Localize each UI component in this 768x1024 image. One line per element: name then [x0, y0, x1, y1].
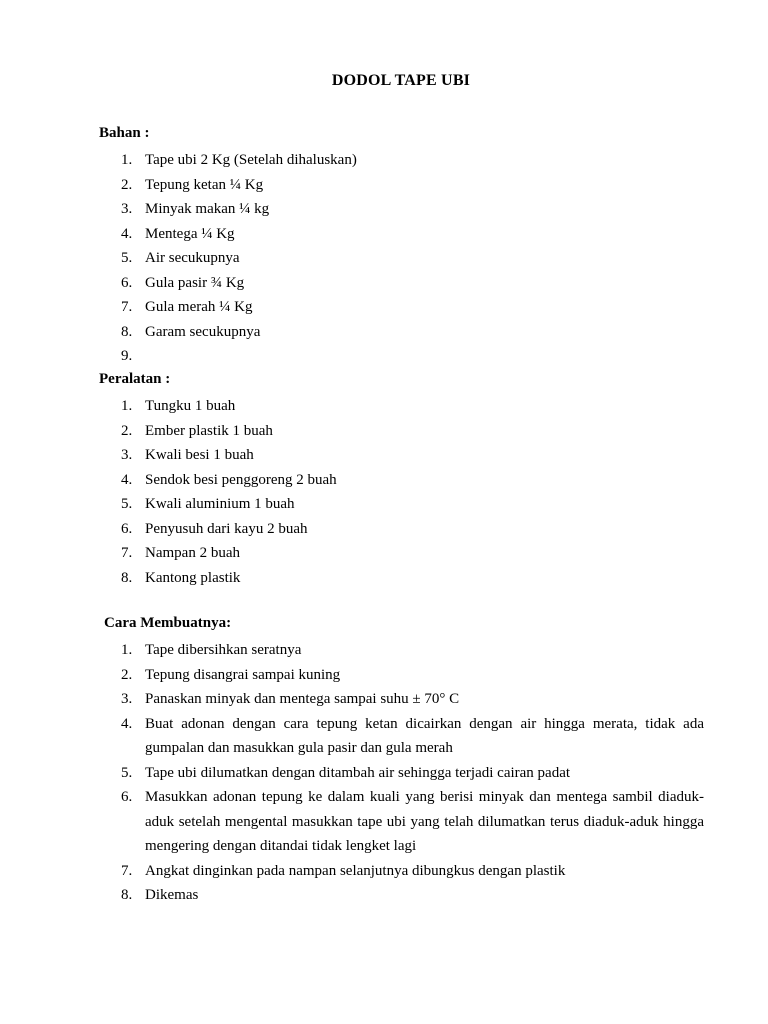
item-number: 6. [121, 789, 133, 805]
list-item [0, 883, 704, 908]
item-text: Penyusuh dari kayu 2 buah [145, 520, 308, 537]
item-number: 2. [121, 666, 133, 683]
item-number: 5. [121, 764, 133, 781]
list-item [0, 148, 357, 173]
list-item [0, 246, 357, 271]
item-number: 1. [121, 642, 133, 658]
item-text: Gula merah ¼ Kg [145, 299, 253, 315]
list-item [0, 761, 704, 786]
item-number: 6. [121, 274, 133, 291]
list-item [0, 785, 704, 859]
list-item [0, 566, 337, 591]
item-text: Dikemas [145, 887, 199, 903]
list-item [0, 197, 357, 222]
item-number: 6. [121, 520, 133, 537]
item-text: Air secukupnya [145, 250, 240, 266]
item-text: Garam secukupnya [145, 323, 261, 340]
list-bahan [0, 148, 357, 369]
list-item [0, 443, 337, 468]
item-text: Tepung ketan ¼ Kg [145, 176, 264, 193]
item-number: 2. [121, 422, 133, 439]
item-number: 8. [121, 887, 133, 903]
item-text: Ember plastik 1 buah [145, 422, 273, 439]
list-item [0, 687, 704, 712]
item-text: Tepung disangrai sampai kuning [145, 666, 341, 683]
item-text: Tape ubi 2 Kg (Setelah dihaluskan) [145, 152, 357, 168]
item-number: 3. [121, 447, 133, 463]
item-text: Tungku 1 buah [145, 398, 236, 414]
item-number: 5. [121, 250, 133, 266]
list-item [0, 517, 337, 542]
section-heading-cara-membuatnya: Cara Membuatnya: [104, 615, 232, 631]
item-number: 3. [121, 691, 133, 707]
list-item [0, 638, 704, 663]
list-item [0, 541, 337, 566]
item-number: 1. [121, 398, 133, 414]
section-heading-bahan: Bahan : [99, 125, 150, 141]
item-text: Gula pasir ¾ Kg [145, 274, 245, 291]
item-number: 5. [121, 496, 133, 512]
list-peralatan [0, 394, 337, 590]
item-text: Sendok besi penggoreng 2 buah [145, 471, 337, 488]
item-text: Panaskan minyak dan mentega sampai suhu ± 70° C [145, 691, 460, 707]
list-item [0, 663, 704, 688]
item-text: Kantong plastik [145, 569, 241, 586]
list-item [0, 344, 357, 369]
list-cara-membuatnya [0, 638, 704, 908]
item-number: 4. [121, 715, 133, 732]
section-heading-peralatan: Peralatan : [99, 371, 171, 387]
document-title: DODOL TAPE UBI [331, 72, 471, 89]
item-text: Kwali besi 1 buah [145, 447, 254, 463]
item-text: Angkat dinginkan pada nampan selanjutnya dibungkus dengan plastik [145, 862, 566, 879]
list-item [0, 271, 357, 296]
item-text: Masukkan adonan tepung ke dalam kuali yang berisi minyak dan mentega sambil diaduk-aduk setelah mengental masukkan tape ubi yang telah dilumatkan terus diaduk-aduk hingga mengering dengan ditandai tidak lengket lagi [145, 789, 704, 854]
item-text: Nampan 2 buah [145, 545, 240, 561]
item-text: Tape dibersihkan seratnya [145, 642, 302, 658]
item-text: Mentega ¼ Kg [145, 225, 235, 242]
list-item [0, 394, 337, 419]
item-number: 8. [121, 569, 133, 586]
list-item [0, 295, 357, 320]
list-item [0, 222, 357, 247]
item-number: 7. [121, 862, 133, 879]
list-item [0, 712, 704, 761]
list-item [0, 468, 337, 493]
item-number: 8. [121, 323, 133, 340]
item-text [145, 344, 357, 369]
item-number: 7. [121, 545, 133, 561]
item-number: 9. [121, 348, 133, 364]
item-text: Kwali aluminium 1 buah [145, 496, 295, 512]
item-text: Buat adonan dengan cara tepung ketan dicairkan dengan air hingga merata, tidak ada gumpalan dan masukkan gula pasir dan gula merah [145, 715, 704, 756]
item-text: Tape ubi dilumatkan dengan ditambah air sehingga terjadi cairan padat [145, 764, 571, 781]
item-number: 3. [121, 201, 133, 217]
item-number: 4. [121, 225, 133, 242]
item-number: 7. [121, 299, 133, 315]
item-number: 1. [121, 152, 133, 168]
item-number: 4. [121, 471, 133, 488]
item-text: Minyak makan ¼ kg [145, 201, 270, 217]
list-item [0, 173, 357, 198]
list-item [0, 419, 337, 444]
list-item [0, 492, 337, 517]
list-item [0, 859, 704, 884]
item-number: 2. [121, 176, 133, 193]
list-item [0, 320, 357, 345]
